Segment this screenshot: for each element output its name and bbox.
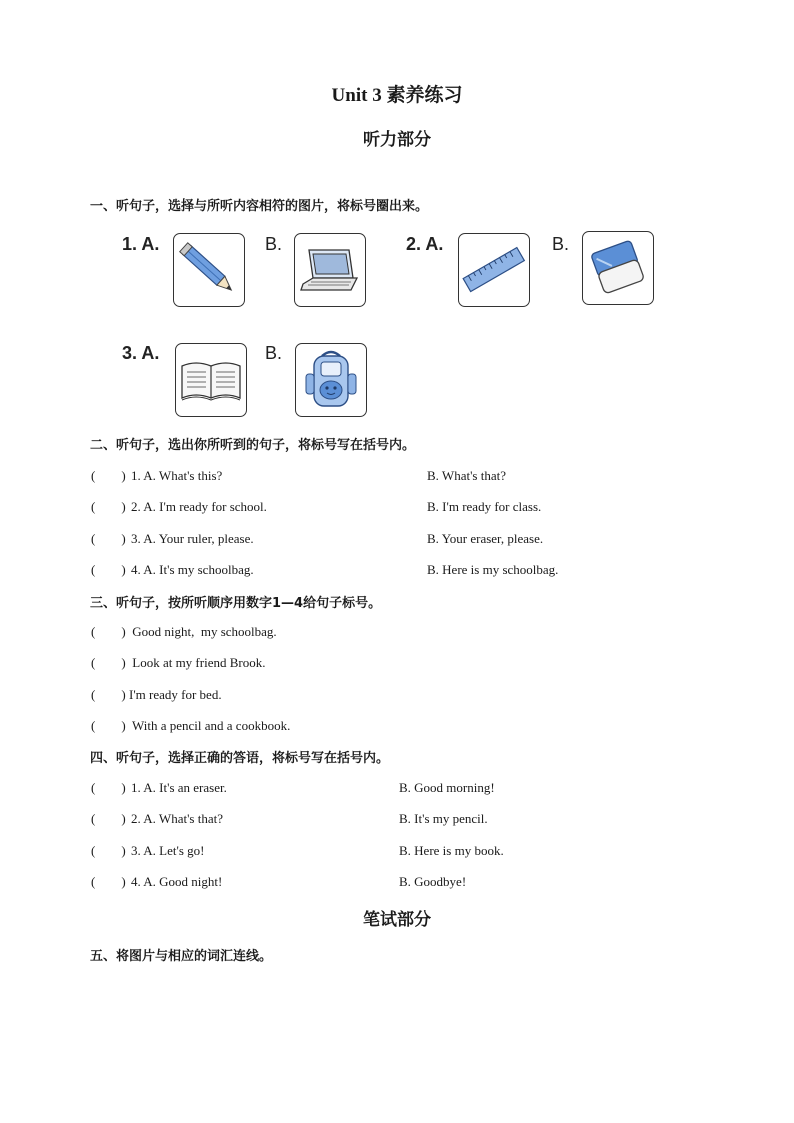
answer-bracket[interactable]: ( ) [91, 843, 126, 858]
q1-label: 1. A. [122, 234, 160, 254]
section-5-heading: 五、将图片与相应的词汇连线。 [90, 949, 273, 964]
option-b: B. Good morning! [399, 780, 495, 795]
book-icon [176, 344, 246, 416]
answer-bracket[interactable]: ( ) [91, 655, 126, 670]
answer-bracket[interactable]: ( ) [91, 780, 126, 795]
answer-bracket[interactable]: ( ) [91, 874, 126, 889]
option-a: 4. A. It's my schoolbag. [131, 562, 254, 577]
answer-bracket[interactable]: ( ) [91, 718, 126, 733]
answer-bracket[interactable]: ( ) [91, 531, 126, 546]
eraser-icon [583, 232, 653, 304]
option-b: B. What's that? [427, 468, 507, 483]
q3-option-a[interactable] [175, 343, 247, 417]
q3-b-label: B. [265, 343, 283, 363]
answer-bracket[interactable]: ( ) [91, 687, 126, 702]
schoolbag-icon [296, 344, 366, 416]
q3-label: 3. A. [122, 343, 160, 363]
answer-bracket[interactable]: ( ) [91, 811, 126, 826]
q2-option-a[interactable] [458, 233, 530, 307]
section-1-heading: 一、听句子，选择与所听内容相符的图片，将标号圈出来。 [90, 199, 429, 214]
option-b: B. Goodbye! [399, 874, 467, 889]
answer-bracket[interactable]: ( ) [91, 562, 126, 577]
q3-option-b[interactable] [295, 343, 367, 417]
sentence: Look at my friend Brook. [129, 655, 266, 670]
sentence: Good night, my schoolbag. [129, 624, 277, 639]
listening-header: 听力部分 [363, 130, 431, 150]
option-a: 2. A. What's that? [131, 811, 224, 826]
section-3-heading: 三、听句子，按所听顺序用数字1—4给句子标号。 [90, 596, 382, 611]
answer-bracket[interactable]: ( ) [91, 468, 126, 483]
section-2-heading: 二、听句子，选出你所听到的句子，将标号写在括号内。 [90, 438, 416, 453]
option-a: 1. A. What's this? [131, 468, 223, 483]
answer-bracket[interactable]: ( ) [91, 624, 126, 639]
option-b: B. It's my pencil. [399, 811, 488, 826]
option-b: B. Here is my book. [399, 843, 504, 858]
option-b: B. Here is my schoolbag. [427, 562, 559, 577]
option-a: 3. A. Let's go! [131, 843, 205, 858]
q2-b-label: B. [552, 234, 570, 254]
q2-option-b[interactable] [582, 231, 654, 305]
sentence: I'm ready for bed. [129, 687, 222, 702]
option-b: B. I'm ready for class. [427, 499, 542, 514]
writing-header: 笔试部分 [363, 910, 431, 930]
answer-bracket[interactable]: ( ) [91, 499, 126, 514]
q1-option-b[interactable] [294, 233, 366, 307]
ruler-icon [459, 234, 529, 306]
option-a: 1. A. It's an eraser. [131, 780, 227, 795]
option-a: 3. A. Your ruler, please. [131, 531, 254, 546]
pencil-icon [174, 234, 244, 306]
laptop-icon [295, 234, 365, 306]
q2-label: 2. A. [406, 234, 444, 254]
option-a: 4. A. Good night! [131, 874, 223, 889]
option-a: 2. A. I'm ready for school. [131, 499, 267, 514]
option-b: B. Your eraser, please. [427, 531, 544, 546]
section-4-heading: 四、听句子，选择正确的答语，将标号写在括号内。 [90, 751, 390, 766]
q1-b-label: B. [265, 234, 283, 254]
page-title: Unit 3 素养练习 [331, 85, 463, 106]
q1-option-a[interactable] [173, 233, 245, 307]
sentence: With a pencil and a cookbook. [129, 718, 291, 733]
